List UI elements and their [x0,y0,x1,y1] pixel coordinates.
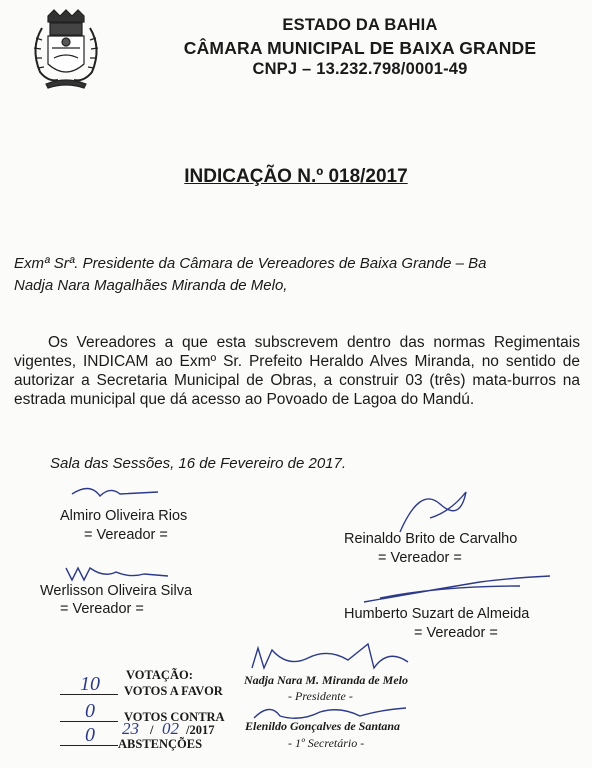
header-state: ESTADO DA BAHIA [282,16,438,34]
votes-contra-count: 0 [85,700,95,722]
municipal-crest-logo [18,8,114,90]
votes-favor-line [60,694,118,695]
header-cnpj: CNPJ – 13.232.798/0001-49 [252,60,468,78]
header-chamber: CÂMARA MUNICIPAL DE BAIXA GRANDE [183,38,537,58]
body-paragraph [14,333,580,409]
date-sep: / [150,723,154,737]
signatory-role-4: = Vereador = [414,625,498,641]
votes-favor-label: VOTOS A FAVOR [124,684,223,698]
signature-president [248,638,418,678]
president-role: - Presidente - [288,689,353,703]
votes-contra-line [60,721,118,722]
addressee-line-2: Nadja Nara Magalhães Miranda de Melo, [14,277,288,294]
signature-almiro [70,480,160,504]
president-role-text: Presidente [295,689,346,703]
secretary-role-text: 1º Secretário [295,736,358,750]
document-title [0,166,592,188]
signatory-role-3: = Vereador = [60,601,144,617]
voting-label: VOTAÇÃO: [126,668,193,682]
votes-favor-count: 10 [80,673,100,695]
signatory-name-3: Werlisson Oliveira Silva [40,583,193,599]
secretary-name: Elenildo Gonçalves de Santana [245,719,401,733]
signatory-role-1: = Vereador = [84,527,168,543]
signatory-name-4: Humberto Suzart de Almeida [344,606,530,622]
abstentions-line [60,745,118,746]
date-month: 02 [162,719,179,738]
signature-werlisson [64,562,174,584]
secretary-role: - 1º Secretário - [288,736,365,750]
abstentions-count: 0 [85,724,95,746]
document-title-text: INDICAÇÃO N.º 018/2017 [184,166,408,187]
body-text: Os Vereadores a que esta subscrevem dentro das normas Regimentais vigentes, INDICAM ao Exmº Sr. Prefeito Heraldo Alves Miranda, no sentido de autorizar a Secretaria Municipal de Obras, a construir 03 (três) mata-burros na estrada municipal que dá acesso ao Povoado de Lagoa do Mandú. [14,334,580,408]
signature-humberto [360,572,560,608]
signatory-name-2: Reinaldo Brito de Carvalho [344,531,518,547]
session-line: Sala das Sessões, 16 de Fevereiro de 2017. [50,455,347,472]
addressee-line-1: Exmª Srª. Presidente da Câmara de Vereadores de Baixa Grande – Ba [14,255,487,272]
date-day: 23 [122,719,139,738]
votes-contra-label: VOTOS CONTRA [124,710,225,724]
date-year: /2017 [186,723,215,737]
signatory-role-2: = Vereador = [378,550,462,566]
president-name: Nadja Nara M. Miranda de Melo [244,673,409,687]
abstentions-label: ABSTENÇÕES [118,737,203,751]
signatory-name-1: Almiro Oliveira Rios [60,508,188,524]
